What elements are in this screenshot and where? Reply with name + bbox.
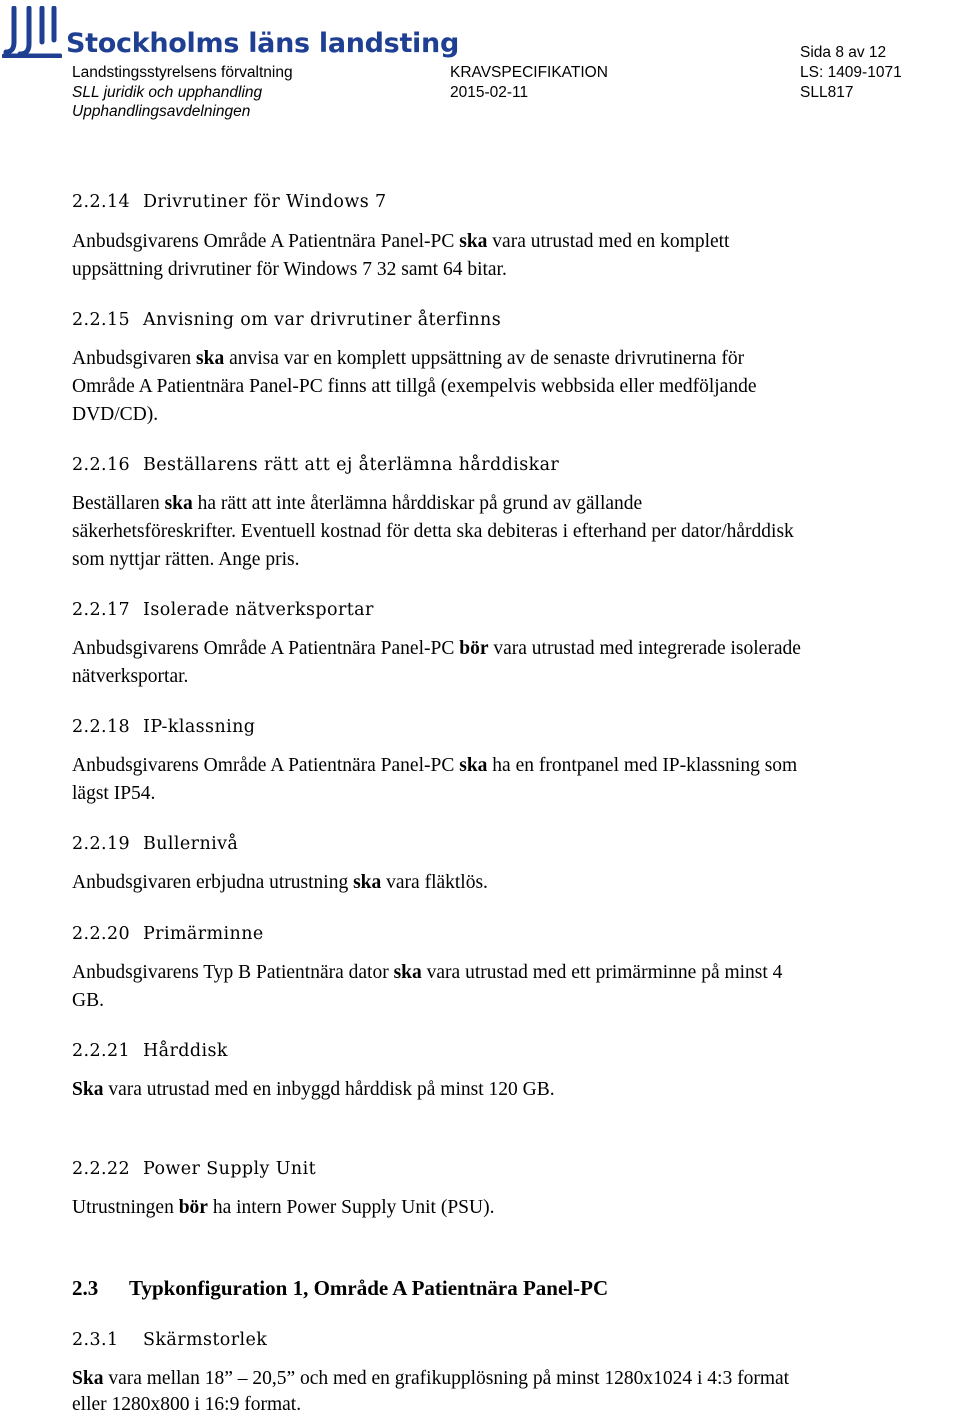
section-heading: 2.2.21 Hårddisk (72, 1041, 228, 1061)
paragraph-line: Anbudsgivarens Område A Patientnära Panel-PC ska ha en frontpanel med IP-klassning som (72, 755, 798, 776)
paragraph-line: DVD/CD). (72, 404, 159, 425)
header-line-1: Landstingsstyrelsens förvaltning (72, 64, 293, 81)
paragraph-line: Anbudsgivaren ska anvisa var en komplett uppsättning av de senaste drivrutinerna för (72, 348, 745, 369)
section-heading: 2.2.14 Drivrutiner för Windows 7 (72, 192, 387, 212)
section-heading: 2.2.15 Anvisning om var drivrutiner återfinns (72, 310, 502, 330)
doc-code: SLL817 (800, 84, 854, 101)
paragraph-line: säkerhetsföreskrifter. Eventuell kostnad för detta ska debiteras i efterhand per dator/hårddisk (72, 521, 794, 542)
paragraph-line: Anbudsgivarens Typ B Patientnära dator ska vara utrustad med ett primärminne på minst 4 (72, 962, 783, 983)
paragraph-line: GB. (72, 990, 104, 1011)
header-line-2: SLL juridik och upphandling (72, 84, 263, 101)
section-heading: 2.2.16 Beställarens rätt att ej återlämna hårddiskar (72, 455, 560, 475)
section-heading: 2.2.17 Isolerade nätverksportar (72, 600, 374, 620)
doc-reference: LS: 1409-1071 (800, 64, 902, 81)
section-heading: 2.3.1 Skärmstorlek (72, 1330, 268, 1350)
doc-type: KRAVSPECIFIKATION (450, 64, 608, 81)
org-name: Stockholms läns landsting (66, 28, 459, 59)
sll-logo-mark-icon (2, 6, 62, 58)
section-heading: 2.2.18 IP-klassning (72, 717, 256, 737)
paragraph-line: Anbudsgivarens Område A Patientnära Panel-PC bör vara utrustad med integrerade isolerade (72, 638, 801, 659)
paragraph-line: Utrustningen bör ha intern Power Supply Unit (PSU). (72, 1197, 495, 1218)
paragraph-line: som nyttjar rätten. Ange pris. (72, 549, 300, 570)
paragraph-line: Anbudsgivaren erbjudna utrustning ska vara fläktlös. (72, 872, 488, 893)
page-number: Sida 8 av 12 (800, 44, 887, 61)
paragraph-line: lägst IP54. (72, 783, 156, 804)
paragraph-line: Område A Patientnära Panel-PC finns att tillgå (exempelvis webbsida eller medföljande (72, 376, 757, 397)
main-section-heading: 2.3 Typkonfiguration 1, Område A Patientnära Panel-PC (72, 1276, 609, 1300)
paragraph-line: uppsättning drivrutiner för Windows 7 32 samt 64 bitar. (72, 259, 507, 280)
section-heading: 2.2.22 Power Supply Unit (72, 1159, 317, 1179)
header-line-3: Upphandlingsavdelningen (72, 103, 251, 120)
paragraph-line: eller 1280x800 i 16:9 format. (72, 1394, 302, 1415)
section-heading: 2.2.20 Primärminne (72, 924, 264, 944)
paragraph-line: Beställaren ska ha rätt att inte återlämna hårddiskar på grund av gällande (72, 493, 643, 514)
paragraph-line: nätverksportar. (72, 666, 189, 687)
section-heading: 2.2.19 Bullernivå (72, 834, 239, 854)
paragraph-line: Ska vara mellan 18” – 20,5” och med en grafikupplösning på minst 1280x1024 i 4:3 format (72, 1368, 790, 1389)
doc-date: 2015-02-11 (450, 84, 529, 101)
paragraph-line: Anbudsgivarens Område A Patientnära Panel-PC ska vara utrustad med en komplett (72, 231, 730, 252)
sll-logo (0, 4, 459, 62)
paragraph-line: Ska vara utrustad med en inbyggd hårddisk på minst 120 GB. (72, 1079, 555, 1100)
